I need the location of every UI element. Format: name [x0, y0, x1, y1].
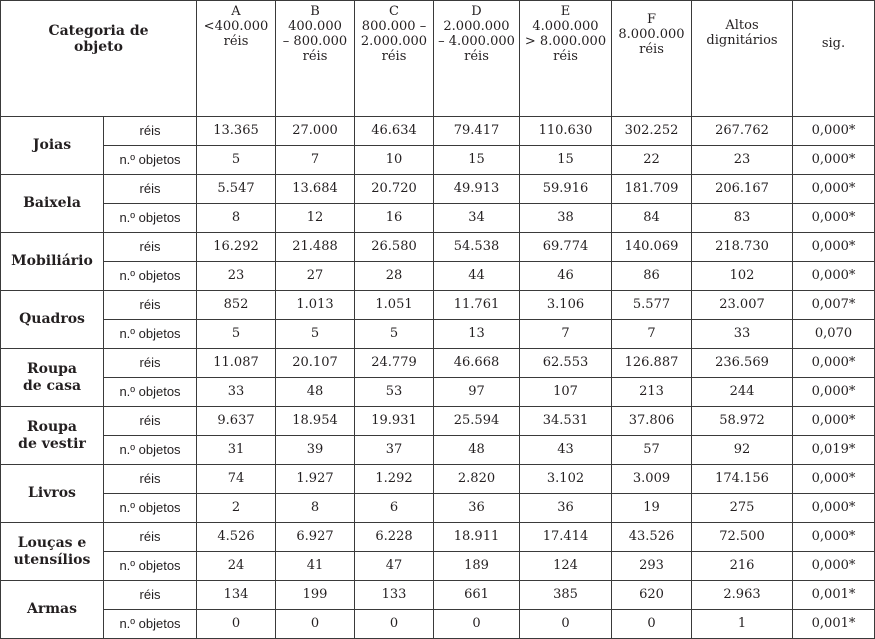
- value-cell: 27.000: [276, 117, 355, 146]
- value-cell: 59.916: [520, 175, 612, 204]
- value-cell: 206.167: [692, 175, 793, 204]
- value-cell: 661: [434, 581, 520, 610]
- value-cell: 58.972: [692, 407, 793, 436]
- sig-cell: 0,000*: [793, 523, 875, 552]
- value-cell: 92: [692, 436, 793, 465]
- header-category: Categoria de objeto: [1, 1, 197, 117]
- value-cell: 0: [197, 610, 276, 639]
- value-cell: 25.594: [434, 407, 520, 436]
- value-cell: 18.954: [276, 407, 355, 436]
- value-cell: 24.779: [355, 349, 434, 378]
- value-cell: 97: [434, 378, 520, 407]
- value-cell: 620: [612, 581, 692, 610]
- unit-label: réis: [104, 523, 197, 552]
- value-cell: 852: [197, 291, 276, 320]
- value-cell: 124: [520, 552, 612, 581]
- value-cell: 12: [276, 204, 355, 233]
- value-cell: 3.009: [612, 465, 692, 494]
- header-col-f: F 8.000.000 réis: [612, 1, 692, 117]
- value-cell: 37.806: [612, 407, 692, 436]
- sig-cell: 0,000*: [793, 146, 875, 175]
- value-cell: 48: [434, 436, 520, 465]
- sig-cell: 0,000*: [793, 117, 875, 146]
- value-cell: 293: [612, 552, 692, 581]
- table-row: [1, 378, 875, 407]
- value-cell: 22: [612, 146, 692, 175]
- value-cell: 57: [612, 436, 692, 465]
- category-name: Joias: [1, 117, 104, 175]
- value-cell: 218.730: [692, 233, 793, 262]
- value-cell: 24: [197, 552, 276, 581]
- value-cell: 140.069: [612, 233, 692, 262]
- value-cell: 79.417: [434, 117, 520, 146]
- value-cell: 110.630: [520, 117, 612, 146]
- value-cell: 33: [197, 378, 276, 407]
- value-cell: 23: [692, 146, 793, 175]
- unit-label: réis: [104, 175, 197, 204]
- sig-cell: 0,000*: [793, 407, 875, 436]
- value-cell: 54.538: [434, 233, 520, 262]
- value-cell: 126.887: [612, 349, 692, 378]
- value-cell: 102: [692, 262, 793, 291]
- table-row: [1, 262, 875, 291]
- table-row: [1, 146, 875, 175]
- value-cell: 13: [434, 320, 520, 349]
- value-cell: 5.547: [197, 175, 276, 204]
- value-cell: 0: [355, 610, 434, 639]
- header-altos-dignitarios: Altos dignitários: [692, 1, 793, 117]
- category-name: Roupa de casa: [1, 349, 104, 407]
- value-cell: 33: [692, 320, 793, 349]
- value-cell: 302.252: [612, 117, 692, 146]
- value-cell: 69.774: [520, 233, 612, 262]
- value-cell: 2: [197, 494, 276, 523]
- unit-label: réis: [104, 581, 197, 610]
- value-cell: 37: [355, 436, 434, 465]
- value-cell: 16: [355, 204, 434, 233]
- value-cell: 0: [434, 610, 520, 639]
- value-cell: 48: [276, 378, 355, 407]
- value-cell: 13.684: [276, 175, 355, 204]
- value-cell: 0: [612, 610, 692, 639]
- sig-cell: 0,001*: [793, 581, 875, 610]
- value-cell: 11.761: [434, 291, 520, 320]
- value-cell: 8: [276, 494, 355, 523]
- unit-label: n.º objetos: [104, 436, 197, 465]
- value-cell: 11.087: [197, 349, 276, 378]
- value-cell: 5: [355, 320, 434, 349]
- value-cell: 83: [692, 204, 793, 233]
- unit-label: réis: [104, 407, 197, 436]
- value-cell: 20.720: [355, 175, 434, 204]
- sig-cell: 0,000*: [793, 494, 875, 523]
- value-cell: 49.913: [434, 175, 520, 204]
- sig-cell: 0,001*: [793, 610, 875, 639]
- unit-label: réis: [104, 117, 197, 146]
- value-cell: 27: [276, 262, 355, 291]
- table-row: [1, 581, 875, 610]
- table-body: [1, 117, 875, 639]
- value-cell: 19: [612, 494, 692, 523]
- sig-cell: 0,000*: [793, 204, 875, 233]
- table-row: [1, 233, 875, 262]
- value-cell: 16.292: [197, 233, 276, 262]
- header-sig: sig.: [793, 1, 875, 117]
- value-cell: 4.526: [197, 523, 276, 552]
- value-cell: 133: [355, 581, 434, 610]
- value-cell: 44: [434, 262, 520, 291]
- unit-label: réis: [104, 465, 197, 494]
- category-name: Armas: [1, 581, 104, 639]
- sig-cell: 0,000*: [793, 465, 875, 494]
- unit-label: n.º objetos: [104, 552, 197, 581]
- value-cell: 134: [197, 581, 276, 610]
- value-cell: 10: [355, 146, 434, 175]
- value-cell: 236.569: [692, 349, 793, 378]
- unit-label: n.º objetos: [104, 610, 197, 639]
- value-cell: 5: [197, 320, 276, 349]
- value-cell: 275: [692, 494, 793, 523]
- value-cell: 23.007: [692, 291, 793, 320]
- category-name: Mobiliário: [1, 233, 104, 291]
- category-name: Louças e utensílios: [1, 523, 104, 581]
- value-cell: 6.927: [276, 523, 355, 552]
- unit-label: réis: [104, 349, 197, 378]
- table-row: [1, 291, 875, 320]
- sig-cell: 0,000*: [793, 233, 875, 262]
- value-cell: 6: [355, 494, 434, 523]
- value-cell: 1.051: [355, 291, 434, 320]
- value-cell: 1.013: [276, 291, 355, 320]
- value-cell: 174.156: [692, 465, 793, 494]
- value-cell: 13.365: [197, 117, 276, 146]
- value-cell: 20.107: [276, 349, 355, 378]
- value-cell: 15: [520, 146, 612, 175]
- value-cell: 189: [434, 552, 520, 581]
- value-cell: 7: [520, 320, 612, 349]
- table-row: [1, 204, 875, 233]
- unit-label: réis: [104, 233, 197, 262]
- value-cell: 3.106: [520, 291, 612, 320]
- table-row: [1, 175, 875, 204]
- header-col-b: B 400.000 – 800.000 réis: [276, 1, 355, 117]
- value-cell: 199: [276, 581, 355, 610]
- value-cell: 23: [197, 262, 276, 291]
- table-row: [1, 320, 875, 349]
- unit-label: n.º objetos: [104, 494, 197, 523]
- value-cell: 74: [197, 465, 276, 494]
- unit-label: réis: [104, 291, 197, 320]
- header-col-a: A <400.000 réis: [197, 1, 276, 117]
- header-col-d: D 2.000.000 – 4.000.000 réis: [434, 1, 520, 117]
- unit-label: n.º objetos: [104, 378, 197, 407]
- table-row: [1, 523, 875, 552]
- value-cell: 7: [612, 320, 692, 349]
- category-name: Roupa de vestir: [1, 407, 104, 465]
- unit-label: n.º objetos: [104, 146, 197, 175]
- value-cell: 28: [355, 262, 434, 291]
- value-cell: 72.500: [692, 523, 793, 552]
- value-cell: 46: [520, 262, 612, 291]
- value-cell: 36: [434, 494, 520, 523]
- value-cell: 19.931: [355, 407, 434, 436]
- table-row: [1, 436, 875, 465]
- sig-cell: 0,000*: [793, 175, 875, 204]
- value-cell: 181.709: [612, 175, 692, 204]
- sig-cell: 0,000*: [793, 262, 875, 291]
- value-cell: 38: [520, 204, 612, 233]
- value-cell: 2.820: [434, 465, 520, 494]
- value-cell: 9.637: [197, 407, 276, 436]
- value-cell: 18.911: [434, 523, 520, 552]
- value-cell: 0: [520, 610, 612, 639]
- unit-label: n.º objetos: [104, 320, 197, 349]
- value-cell: 5.577: [612, 291, 692, 320]
- value-cell: 2.963: [692, 581, 793, 610]
- value-cell: 7: [276, 146, 355, 175]
- value-cell: 31: [197, 436, 276, 465]
- value-cell: 5: [197, 146, 276, 175]
- header-col-c: C 800.000 – 2.000.000 réis: [355, 1, 434, 117]
- value-cell: 53: [355, 378, 434, 407]
- value-cell: 6.228: [355, 523, 434, 552]
- sig-cell: 0,000*: [793, 552, 875, 581]
- sig-cell: 0,000*: [793, 349, 875, 378]
- value-cell: 36: [520, 494, 612, 523]
- table-row: [1, 117, 875, 146]
- value-cell: 43: [520, 436, 612, 465]
- value-cell: 21.488: [276, 233, 355, 262]
- value-cell: 267.762: [692, 117, 793, 146]
- table-row: [1, 494, 875, 523]
- table-header: [1, 1, 875, 117]
- value-cell: 47: [355, 552, 434, 581]
- sig-cell: 0,007*: [793, 291, 875, 320]
- value-cell: 1: [692, 610, 793, 639]
- sig-cell: 0,019*: [793, 436, 875, 465]
- value-cell: 1.292: [355, 465, 434, 494]
- value-cell: 46.668: [434, 349, 520, 378]
- header-col-e: E 4.000.000 > 8.000.000 réis: [520, 1, 612, 117]
- value-cell: 8: [197, 204, 276, 233]
- value-cell: 15: [434, 146, 520, 175]
- sig-cell: 0,000*: [793, 378, 875, 407]
- value-cell: 216: [692, 552, 793, 581]
- table-row: [1, 465, 875, 494]
- category-name: Quadros: [1, 291, 104, 349]
- value-cell: 213: [612, 378, 692, 407]
- table-row: [1, 610, 875, 639]
- category-name: Livros: [1, 465, 104, 523]
- value-cell: 26.580: [355, 233, 434, 262]
- value-cell: 46.634: [355, 117, 434, 146]
- value-cell: 41: [276, 552, 355, 581]
- value-cell: 62.553: [520, 349, 612, 378]
- table-row: [1, 407, 875, 436]
- table-row: [1, 349, 875, 378]
- value-cell: 39: [276, 436, 355, 465]
- value-cell: 5: [276, 320, 355, 349]
- value-cell: 3.102: [520, 465, 612, 494]
- value-cell: 86: [612, 262, 692, 291]
- value-cell: 43.526: [612, 523, 692, 552]
- value-cell: 107: [520, 378, 612, 407]
- value-cell: 17.414: [520, 523, 612, 552]
- value-cell: 34.531: [520, 407, 612, 436]
- value-cell: 385: [520, 581, 612, 610]
- unit-label: n.º objetos: [104, 204, 197, 233]
- value-cell: 0: [276, 610, 355, 639]
- value-cell: 84: [612, 204, 692, 233]
- value-cell: 1.927: [276, 465, 355, 494]
- unit-label: n.º objetos: [104, 262, 197, 291]
- sig-cell: 0,070: [793, 320, 875, 349]
- table-row: [1, 552, 875, 581]
- value-cell: 34: [434, 204, 520, 233]
- category-name: Baixela: [1, 175, 104, 233]
- value-cell: 244: [692, 378, 793, 407]
